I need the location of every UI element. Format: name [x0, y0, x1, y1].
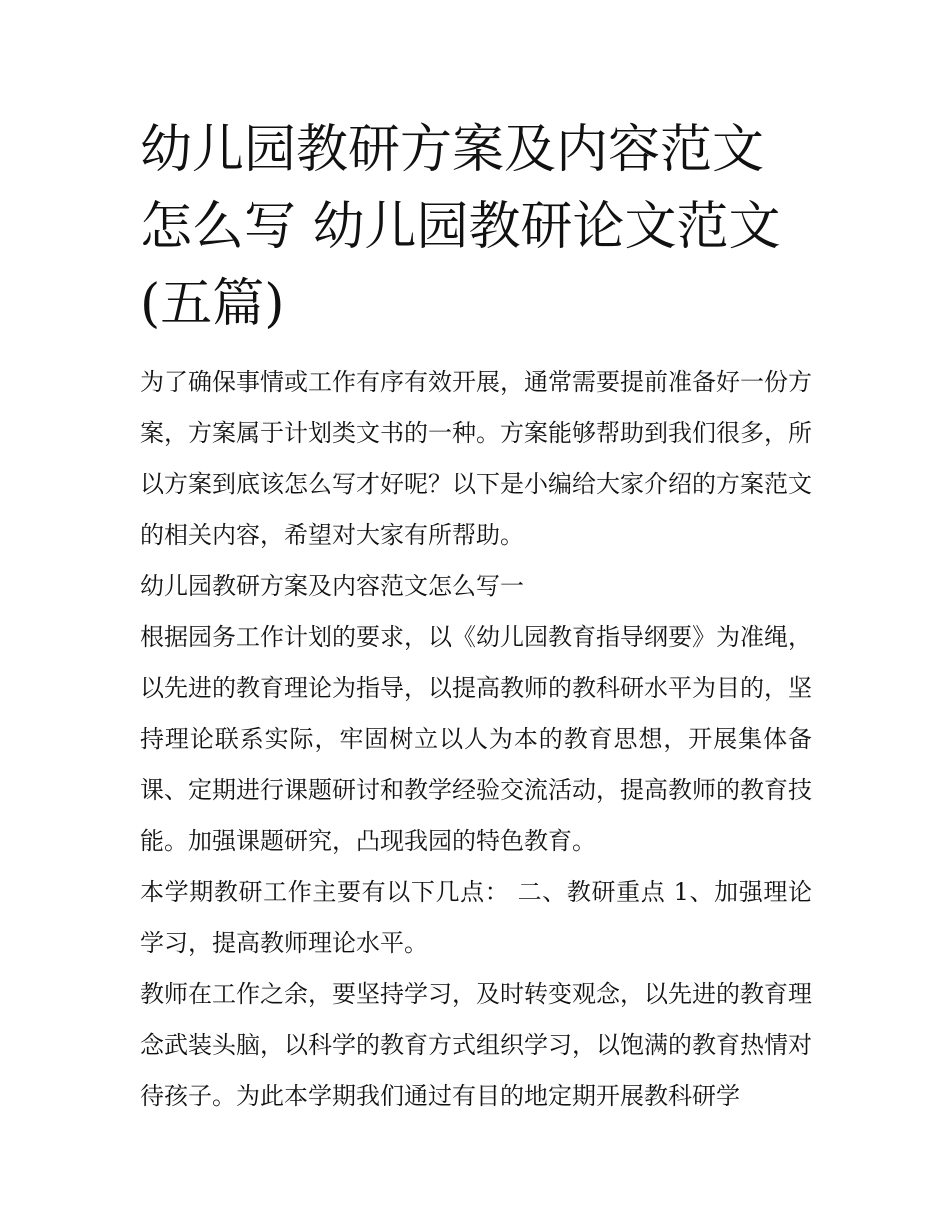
body-paragraph: 教师在工作之余，要坚持学习，及时转变观念，以先进的教育理念武装头脑，以科学的教育方式组织学习，以饱满的教育热情对待孩子。为此本学期我们通过有目的地定期开展教科研学: [140, 980, 812, 1110]
document-title: 幼儿园教研方案及内容范文怎么写 幼儿园教研论文范文(五篇): [140, 120, 781, 334]
section-heading: 幼儿园教研方案及内容范文怎么写一: [140, 572, 524, 600]
intro-paragraph: 为了确保事情或工作有序有效开展，通常需要提前准备好一份方案，方案属于计划类文书的一种。方案能够帮助到我们很多，所以方案到底该怎么写才好呢？以下是小编给大家介绍的方案范文的相关内容，希望对大家有所帮助。: [140, 368, 812, 549]
body-paragraph: 根据园务工作计划的要求，以《幼儿园教育指导纲要》为准绳，以先进的教育理论为指导，以提高教师的教科研水平为目的，坚持理论联系实际，牢固树立以人为本的教育思想，开展集体备课、定期进行课题研讨和教学经验交流活动，提高教师的教育技能。加强课题研究，凸现我园的特色教育。: [140, 623, 812, 855]
document-body: [140, 112, 812, 1122]
body-paragraph: 本学期教研工作主要有以下几点： 二、教研重点 1、加强理论学习，提高教师理论水平。: [140, 878, 812, 957]
